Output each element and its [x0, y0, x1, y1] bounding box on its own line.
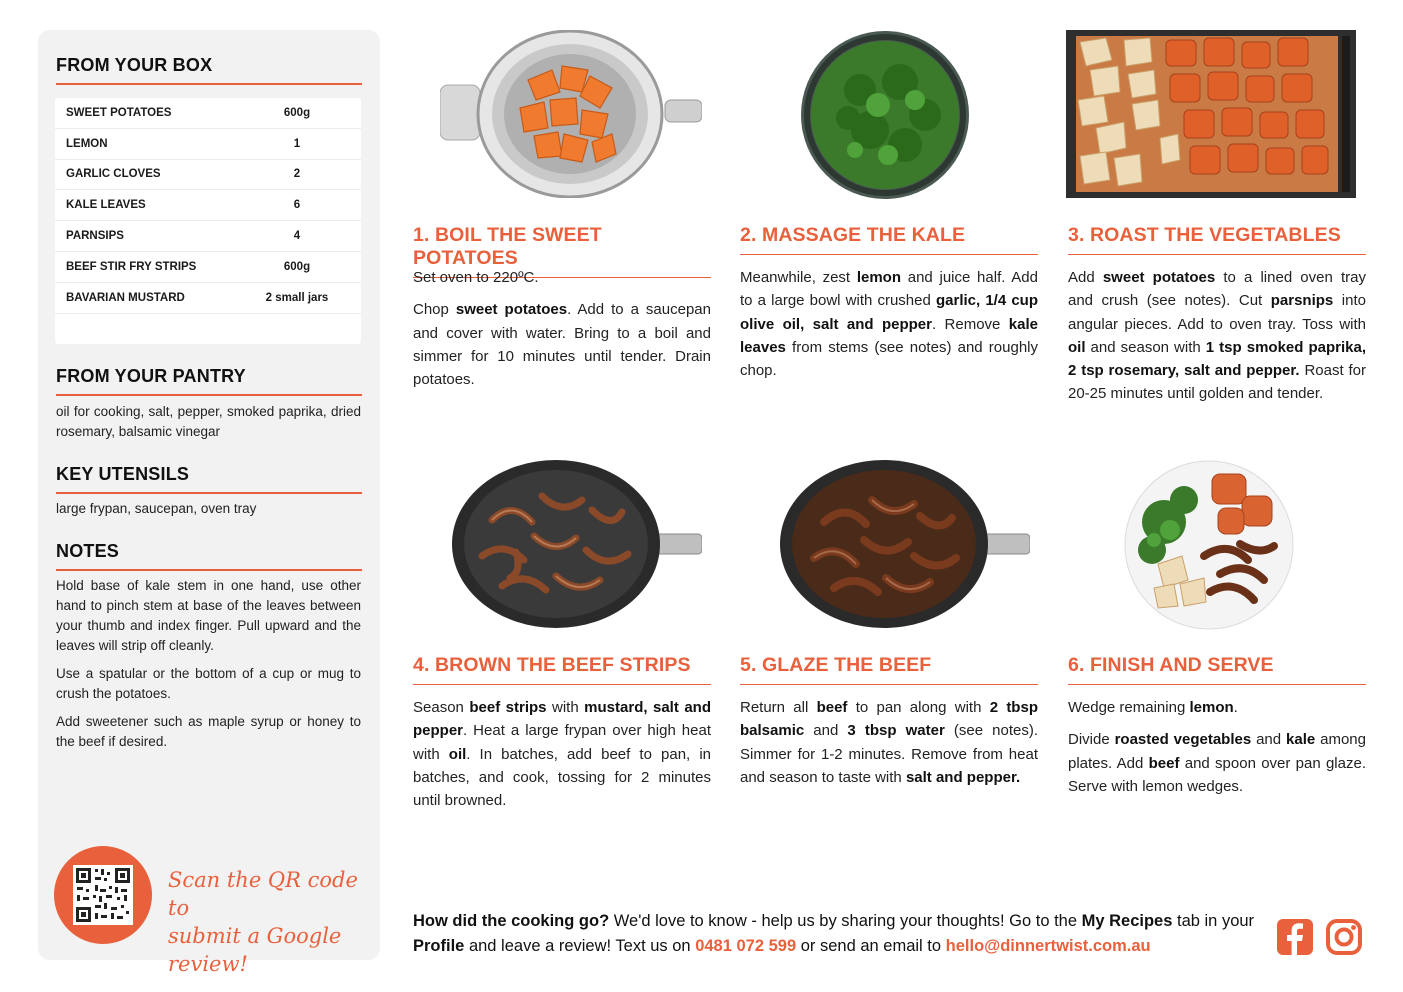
- pantry-text: oil for cooking, salt, pepper, smoked paprika, dried rosemary, balsamic vinegar: [56, 404, 361, 439]
- ingredient-name: KALE LEAVES: [66, 199, 146, 212]
- footer-text-2: tab in your: [1172, 912, 1255, 930]
- box-ingredient-row: [55, 252, 361, 283]
- glaze-beef-frypan-photo: [780, 460, 1030, 628]
- step-paragraph: Season beef strips with mustard, salt and pepper. Heat a large frypan over high heat with oil. In batches, add beef to pan, in batches, and cook, tossing for 2 minutes until browned.: [413, 699, 711, 810]
- step-5-title: 5. GLAZE THE BEEF: [740, 654, 1038, 685]
- qr-code[interactable]: [73, 865, 133, 925]
- step-4-body: [413, 696, 711, 821]
- ingredient-name: BAVARIAN MUSTARD: [66, 291, 185, 304]
- ingredient-name: LEMON: [66, 137, 108, 150]
- qr-code-badge[interactable]: [54, 846, 152, 944]
- step-paragraph: Chop sweet potatoes. Add to a saucepan and cover with water. Bring to a boil and simmer for 10 minutes until tender. Drain potatoes.: [413, 301, 711, 389]
- step-paragraph: Divide roasted vegetables and kale among plates. Add beef and spoon over pan glaze. Serve with lemon wedges.: [1068, 731, 1366, 795]
- ingredient-qty: 6: [293, 199, 301, 212]
- footer-text-1: We'd love to know - help us by sharing your thoughts! Go to the: [609, 912, 1082, 930]
- footer-text-3: and leave a review! Text us on: [464, 937, 696, 955]
- ingredient-name: GARLIC CLOVES: [66, 168, 161, 181]
- sidebar-panel: [38, 30, 380, 976]
- notes-list: [56, 576, 361, 760]
- facebook-icon[interactable]: [1276, 918, 1314, 956]
- ingredient-qty: 1: [293, 137, 301, 150]
- box-ingredient-row: [55, 98, 361, 129]
- box-ingredient-row: [55, 221, 361, 252]
- boil-sweet-potatoes-photo: [440, 30, 702, 198]
- box-ingredient-row: [55, 129, 361, 160]
- instagram-icon[interactable]: [1325, 918, 1363, 956]
- step-paragraph: Wedge remaining lemon.: [1068, 699, 1238, 716]
- step-2-body: [740, 266, 1038, 391]
- ingredient-qty: 2: [293, 168, 301, 181]
- qr-cta-line-2: submit a Google review!: [168, 924, 342, 976]
- ingredient-qty: 2 small jars: [265, 291, 329, 304]
- step-paragraph: Set oven to 220ºC.: [413, 269, 539, 286]
- ingredient-qty: 600g: [283, 260, 311, 273]
- finished-plate-photo: [1124, 460, 1294, 630]
- ingredient-name: BEEF STIR FRY STRIPS: [66, 260, 197, 273]
- roast-vegetables-tray-photo: [1066, 30, 1356, 198]
- notes-heading: NOTES: [56, 541, 362, 571]
- utensils-text: large frypan, saucepan, oven tray: [56, 501, 257, 516]
- step-2-title: 2. MASSAGE THE KALE: [740, 224, 1038, 255]
- step-paragraph: Add sweet potatoes to a lined oven tray and crush (see notes). Cut parsnips into angular pieces. Add to oven tray. Toss with oil and season with 1 tsp smoked paprika, 2 tsp rosemary, salt and pepper. Roast for 20-25 minutes until golden and tender.: [1068, 269, 1366, 403]
- step-5-body: [740, 696, 1038, 798]
- step-6-title: 6. FINISH AND SERVE: [1068, 654, 1366, 685]
- note-2: Use a spatular or the bottom of a cup or mug to crush the potatoes.: [56, 666, 361, 701]
- kale-bowl-photo: [800, 30, 970, 200]
- box-heading: FROM YOUR BOX: [56, 55, 362, 85]
- qr-cta-line-1: Scan the QR code to: [168, 868, 358, 920]
- utensils-heading: KEY UTENSILS: [56, 464, 362, 494]
- footer-phone-link[interactable]: 0481 072 599: [695, 937, 797, 955]
- brown-beef-frypan-photo: [452, 460, 702, 628]
- ingredient-name: PARNSIPS: [66, 230, 124, 243]
- step-4-title: 4. BROWN THE BEEF STRIPS: [413, 654, 711, 685]
- footer-profile: Profile: [413, 937, 465, 955]
- pantry-heading: FROM YOUR PANTRY: [56, 366, 362, 396]
- box-ingredient-row: [55, 283, 361, 314]
- footer-my-recipes: My Recipes: [1081, 912, 1173, 930]
- qr-call-to-action: [168, 866, 368, 978]
- step-6-body: [1068, 696, 1366, 807]
- step-3-body: [1068, 266, 1366, 415]
- note-3: Add sweetener such as maple syrup or honey to the beef if desired.: [56, 714, 361, 749]
- step-1-title: 1. BOIL THE SWEET POTATOES: [413, 224, 711, 278]
- box-ingredient-row: [55, 190, 361, 221]
- footer-question: How did the cooking go?: [413, 912, 610, 930]
- ingredient-qty: 4: [293, 230, 301, 243]
- step-paragraph: Return all beef to pan along with 2 tbsp balsamic and 3 tbsp water (see notes). Simmer for 1-2 minutes. Remove from heat and season to taste with salt and pepper.: [740, 699, 1038, 786]
- footer-email-link[interactable]: hello@dinnertwist.com.au: [945, 937, 1151, 955]
- step-1-body: [413, 266, 711, 400]
- ingredient-qty: 600g: [283, 106, 311, 119]
- footer-text-4: or send an email to: [796, 937, 946, 955]
- box-ingredients-table: [55, 98, 361, 344]
- box-ingredient-row: [55, 160, 361, 191]
- step-3-title: 3. ROAST THE VEGETABLES: [1068, 224, 1366, 255]
- step-paragraph: Meanwhile, zest lemon and juice half. Add to a large bowl with crushed garlic, 1/4 cup olive oil, salt and pepper. Remove kale leaves from stems (see notes) and roughly chop.: [740, 269, 1038, 380]
- review-footer: [413, 909, 1263, 959]
- note-1: Hold base of kale stem in one hand, use other hand to pinch stem at base of the leaves between your thumb and index finger. Pull upward and the leaves will strip off cleanly.: [56, 578, 361, 653]
- ingredient-name: SWEET POTATOES: [66, 106, 172, 119]
